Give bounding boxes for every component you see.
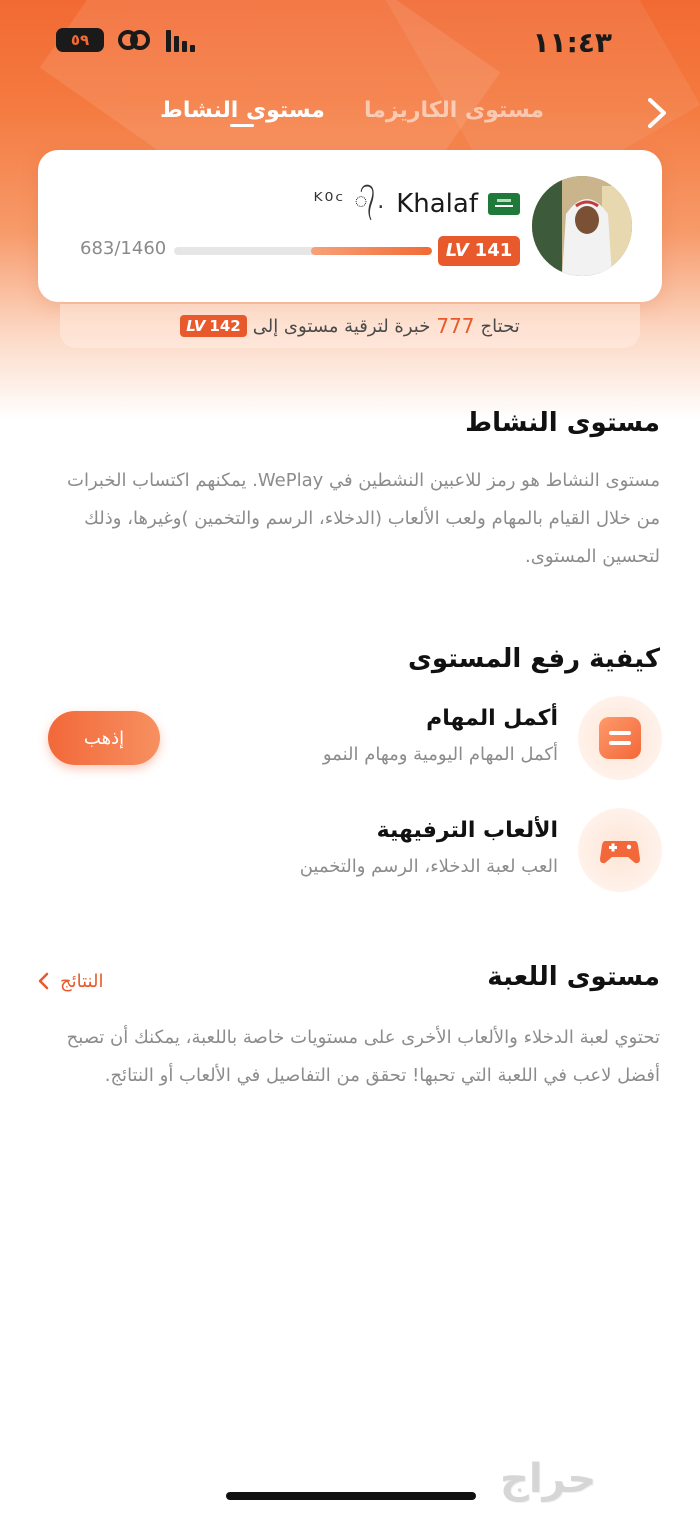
how-to-section-title: كيفية رفع المستوى	[408, 644, 660, 674]
complete-tasks-title: أكمل المهام	[426, 706, 558, 731]
chevron-left-icon	[36, 971, 50, 991]
avatar-image	[532, 176, 632, 276]
go-button[interactable]: إذهب	[48, 711, 160, 765]
complete-tasks-subtitle: أكمل المهام اليومية ومهام النمو	[322, 744, 558, 765]
fun-games-subtitle: العب لعبة الدخلاء، الرسم والتخمين	[299, 856, 558, 877]
tab-charisma-level[interactable]: مستوى الكاريزما	[364, 98, 544, 123]
profile-name-row	[313, 186, 520, 222]
level-badge: LV 141	[438, 236, 520, 266]
xp-progress-bar	[174, 247, 432, 255]
gamepad-icon	[578, 808, 662, 892]
results-link-label: النتائج	[60, 970, 104, 992]
signal-icon	[166, 30, 198, 52]
battery-icon	[56, 28, 104, 52]
profile-name: Khalaf	[396, 189, 478, 219]
avatar[interactable]	[532, 176, 632, 276]
upgrade-hint: تحتاج 777 خبرة لترقية مستوى إلى LV 142	[60, 304, 640, 348]
chevron-right-icon[interactable]	[640, 96, 674, 130]
activity-description: مستوى النشاط هو رمز للاعبين النشطين في WePlay. يمكنهم اكتساب الخبرات من خلال القيام بالمهام ولعب الألعاب (الدخلاء، الرسم والتخمين )وغيرها، وذلك لتحسين المستوى.	[67, 470, 660, 567]
tab-activity-level[interactable]: مستوى النشاط	[160, 98, 325, 123]
name-decoration: ᴷ⁰ᶜ ᭄.	[313, 189, 387, 214]
results-link[interactable]	[36, 966, 103, 996]
activity-section-title: مستوى النشاط	[465, 408, 660, 438]
saudi-flag-icon	[488, 193, 520, 215]
status-bar	[0, 26, 700, 59]
home-indicator[interactable]	[226, 1492, 476, 1500]
game-level-description: تحتوي لعبة الدخلاء والألعاب الأخرى على مستويات خاصة باللعبة، يمكنك أن تصبح أفضل لاعب في اللعبة التي تحبها! تحقق من التفاصيل في الألعاب أو النتائج.	[66, 1027, 660, 1086]
link-icon	[116, 28, 152, 52]
xp-progress-text: 683/1460	[80, 238, 167, 259]
xp-progress-fill	[311, 247, 432, 255]
xp-needed: 777	[436, 314, 475, 338]
tasks-icon	[578, 696, 662, 780]
status-time: ١١:٤٣	[532, 26, 612, 59]
next-level-badge: LV 142	[180, 315, 246, 337]
watermark-logo: حراج	[500, 1456, 597, 1502]
game-level-section-title: مستوى اللعبة	[487, 962, 660, 992]
battery-level: ٥٩	[70, 31, 90, 49]
fun-games-title: الألعاب الترفيهية	[376, 818, 558, 843]
profile-card	[38, 150, 662, 302]
gamepad-glyph	[599, 829, 641, 871]
active-tab-indicator	[230, 124, 254, 127]
